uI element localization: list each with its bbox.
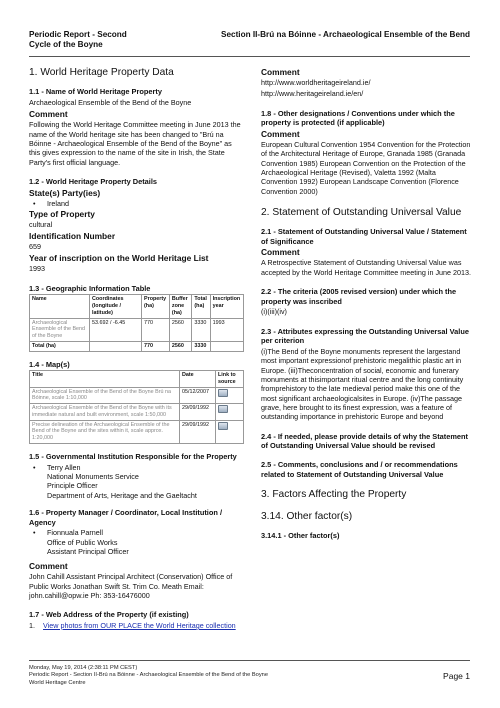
- section-1-6-comment: John Cahill Assistant Principal Architect (Conservation) Office of Public Works Jonathan Swift St. Trim Co. Meath Email: john.cahill@opw.ie Ph: 353-16476000: [29, 572, 233, 600]
- institution-role: Principle Officer: [47, 481, 98, 491]
- manager-person: • Fionnuala Parnell: [47, 528, 103, 538]
- geo-header-year: Inscription year: [210, 295, 243, 318]
- document-link-icon[interactable]: [218, 422, 228, 430]
- section-1-5-title: 1.5 - Governmental Institution Responsible for the Property: [29, 451, 237, 461]
- section-1-3-title: 1.3 - Geographic Information Table: [29, 283, 151, 293]
- type-value: cultural: [29, 219, 53, 229]
- section-2-1-comment: A Retrospective Statement of Outstanding Universal Value was accepted by the World Heritage Committee meeting in June 2013.: [261, 258, 472, 277]
- map-date: 05/12/2007: [180, 387, 216, 404]
- section-1-7-title: 1.7 - Web Address of the Property (if existing): [29, 610, 189, 620]
- geo-total-total: 3330: [192, 341, 210, 351]
- geo-total-empty-2: [210, 341, 243, 351]
- right-column: [261, 66, 473, 541]
- map-date: 29/09/1992: [180, 420, 216, 443]
- list-number: 1.: [29, 620, 35, 630]
- page-number: Page 1: [443, 671, 470, 681]
- section-2-3-title: 2.3 - Attributes expressing the Outstanding Universal Value per criterion: [261, 326, 469, 346]
- header-right-title: Section II-Brú na Bóinne - Archaeological Ensemble of the Bend: [221, 30, 470, 39]
- list-item: [33, 463, 244, 500]
- footer-timestamp: Monday, May 19, 2014 (2:38:11 PM CEST): [29, 665, 138, 671]
- footer-rule: [29, 660, 470, 661]
- maps-header-link: Link to source: [216, 371, 244, 388]
- left-column: [29, 66, 244, 630]
- section-1-title: 1. World Heritage Property Data: [29, 67, 174, 78]
- table-row: [30, 318, 244, 341]
- state-party-list: [33, 199, 244, 208]
- comment-label: Comment: [29, 109, 68, 120]
- comment-label: Comment: [29, 561, 68, 572]
- geo-header-buffer: Buffer zone (ha): [169, 295, 191, 318]
- section-3-14-title: 3.14. Other factor(s): [261, 510, 353, 522]
- table-row: [30, 387, 244, 404]
- section-1-6-title: 1.6 - Property Manager / Coordinator, Local Institution / Agency: [29, 508, 223, 527]
- table-total-row: [30, 341, 244, 351]
- section-1-1-comment: Following the World Heritage Committee meeting in June 2013 the name of the World heritage site has been changed to "Brú na Bóinne - Archaeological Ensemble of the Bend of the Boyne" as this gives expression to the name of the site in Irish, the State Party's first official language.: [29, 120, 241, 167]
- geo-cell-total: 3330: [192, 318, 210, 341]
- geo-total-buffer: 2560: [169, 341, 191, 351]
- state-party-item: • Ireland: [33, 199, 244, 208]
- section-3-title: 3. Factors Affecting the Property: [261, 489, 407, 501]
- geo-cell-buffer: 2560: [169, 318, 191, 341]
- table-row: [30, 420, 244, 443]
- manager-role: Assistant Principal Officer: [47, 546, 129, 556]
- attributes-value: (i)The Bend of the Boyne monuments represent the largestand most important expressionof prehistoric megalithic plastic art in Europe. (iii)Theconcentration of social, economic and funerary monuments at thisimportant ritual centre and the long continuity fromprehistory to the late medieval period make this one of the most significant archaeologicalsites in Europe. (iv)The passage grave, here brought to its finest expression, was a feature of outstanding importance in prehistoric Europe and beyond: [261, 346, 464, 422]
- section-2-5-title: 2.5 - Comments, conclusions and / or recommendations related to Statement of Outstanding Universal Value: [261, 460, 458, 479]
- header-rule: [29, 56, 470, 57]
- header-left-title: Periodic Report - Second Cycle of the Boyne: [29, 30, 127, 50]
- geo-header-total: Total (ha): [192, 295, 210, 318]
- geo-header-coordinates: Coordinates (longitude / latitude): [90, 295, 142, 318]
- document-link-icon[interactable]: [218, 405, 228, 413]
- map-link-cell: [216, 420, 244, 443]
- geo-cell-property: 770: [142, 318, 170, 341]
- web-url: http://www.heritageireland.ie/en/: [261, 89, 364, 99]
- list-item: [29, 621, 244, 630]
- section-1-2-title: 1.2 - World Heritage Property Details: [29, 176, 158, 186]
- id-label: Identification Number: [29, 231, 116, 242]
- comment-label: Comment: [261, 128, 300, 139]
- state-party-label: State(s) Party(ies): [29, 187, 101, 198]
- web-address-list: [29, 621, 244, 630]
- list-item: [33, 528, 244, 556]
- section-2-2-title: 2.2 - The criteria (2005 revised version) under which the property was inscribed: [261, 287, 457, 306]
- page-header: [29, 30, 470, 51]
- page-footer: [29, 665, 268, 687]
- section-1-4-title: 1.4 - Map(s): [29, 359, 70, 369]
- comment-label: Comment: [261, 67, 300, 77]
- manager-office: Office of Public Works: [47, 537, 118, 547]
- section-2-4-title: 2.4 - If needed, please provide details of why the Statement of Outstanding Universal Value should be revised: [261, 431, 468, 451]
- section-1-8-title: 1.8 - Other designations / Conventions under which the property is protected (if applicable): [261, 108, 455, 128]
- section-3-14-1-title: 3.14.1 - Other factor(s): [261, 530, 340, 540]
- institution-name: National Monuments Service: [47, 471, 139, 481]
- geo-total-empty: [90, 341, 142, 351]
- map-date: 29/09/1992: [180, 404, 216, 421]
- map-title: Precise delineation of the Archaeological Ensemble of the Bend of the Boyne and the sites within it, scale approx. 1:20,000: [30, 420, 180, 443]
- year-label: Year of inscription on the World Heritage List: [29, 253, 209, 264]
- map-link-cell: [216, 387, 244, 404]
- section-2-title: 2. Statement of Outstanding Universal Value: [261, 206, 462, 218]
- maps-header-title: Title: [30, 371, 180, 388]
- geo-cell-year: 1993: [210, 318, 243, 341]
- section-1-1-title: 1.1 - Name of World Heritage Property: [29, 87, 162, 97]
- map-link-cell: [216, 404, 244, 421]
- photos-link[interactable]: View photos from OUR PLACE the World Heritage collection: [43, 620, 236, 630]
- geo-total-label: Total (ha): [30, 341, 90, 351]
- geo-cell-name: Archaeological Ensemble of the Bend of the Boyne: [30, 318, 90, 341]
- comment-label: Comment: [261, 247, 300, 258]
- geo-header-property: Property (ha): [142, 295, 170, 318]
- id-value: 659: [29, 242, 41, 252]
- geo-total-property: 770: [142, 341, 170, 351]
- year-value: 1993: [29, 264, 45, 274]
- maps-header-date: Date: [180, 371, 216, 388]
- web-url: http://www.worldheritageireland.ie/: [261, 77, 371, 87]
- geo-cell-coordinates: 53.692 / -6.45: [90, 318, 142, 341]
- manager-list: [33, 528, 244, 556]
- institution-person: • Terry Allen: [47, 462, 81, 472]
- geographic-table: [29, 294, 244, 351]
- property-name: Archaeological Ensemble of the Bend of the Boyne: [29, 97, 192, 107]
- maps-table: [29, 370, 244, 444]
- map-title: Archaeological Ensemble of the Bend of the Boyne Brú na Bóinne, scale 1:10,000: [30, 387, 180, 404]
- document-link-icon[interactable]: [218, 389, 228, 397]
- geo-header-name: Name: [30, 295, 90, 318]
- map-title: Archaeological Ensemble of the Bend of the Boyne with its immediate natural and built environment, scale 1:50,000: [30, 404, 180, 421]
- section-1-8-comment: European Cultural Convention 1954 Convention for the Protection of the Architectural Heritage of Europe, Granada 1985 (Granada Convention 1985) European Convention on the Protection of the Archaeological Heritage (Revised), Valetta 1992 (Malta Convention 1992) European Landscape Convention (Florence Convention 2000): [261, 139, 471, 196]
- footer-organization: World Heritage Centre: [29, 679, 86, 686]
- section-2-1-title: 2.1 - Statement of Outstanding Universal Value / Statement of Significance: [261, 227, 467, 246]
- type-label: Type of Property: [29, 208, 95, 219]
- institution-list: [33, 463, 244, 500]
- criteria-value: (i)(iii)(iv): [261, 307, 287, 317]
- footer-report-title: Periodic Report - Section II-Brú na Bóinne - Archaeological Ensemble of the Bend of the Boyne: [29, 672, 269, 679]
- institution-department: Department of Arts, Heritage and the Gaeltacht: [47, 490, 197, 500]
- table-row: [30, 404, 244, 421]
